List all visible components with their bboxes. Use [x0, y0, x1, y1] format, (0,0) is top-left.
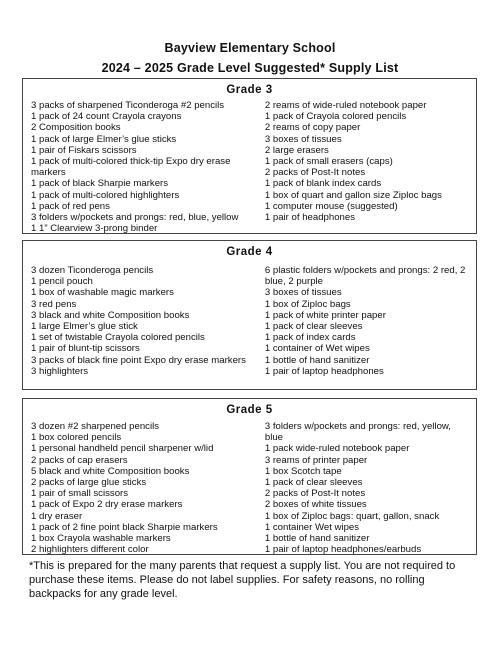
list-item: 1 dry eraser	[31, 510, 83, 522]
list-item: 1 pack of large Elmer’s glue sticks	[31, 133, 177, 145]
list-item: 1 box of Ziploc bags: quart, gallon, snack	[264, 510, 440, 522]
list-item: 1 pack of 24 count Crayola crayons	[31, 111, 182, 123]
grade-5-heading: Grade 5	[226, 404, 273, 416]
list-item: 1 pack of black Sharpie markers	[31, 178, 169, 190]
list-item: 1 box Crayola washable markers	[31, 533, 171, 545]
list-item: 3 packs of black fine point Expo dry erase markers	[31, 354, 246, 366]
list-item: 2 packs of cap erasers	[31, 454, 128, 466]
list-item: 1 personal handheld pencil sharpener w/lid	[31, 443, 214, 455]
list-item: 2 packs of Post-It notes	[264, 488, 366, 500]
list-item: 1 pack of multi-colored thick-tip Expo dry erase markers	[31, 156, 231, 179]
list-item: 3 dozen Ticonderoga pencils	[31, 265, 154, 276]
list-item: 1 box of Ziploc bags	[264, 298, 351, 310]
list-item: 1 pair of headphones	[264, 212, 356, 224]
grade-4-heading: Grade 4	[226, 246, 273, 258]
list-item: 1 pencil pouch	[31, 276, 93, 288]
footnote: *This is prepared for the many parents that request a supply list. You are not required to purchase these items. Please do not label supplies. For safety reasons, no rolling backpacks for any grade level.	[29, 560, 456, 600]
list-item: 1 pack of white printer paper	[264, 309, 386, 321]
list-item: 1 bottle of hand sanitizer	[264, 354, 370, 366]
list-item: 1 pack of clear sleeves	[264, 321, 363, 333]
list-item: 1 pair of small scissors	[31, 488, 129, 500]
grade-5-section	[22, 398, 477, 555]
list-item: 1 pack of multi-colored highlighters	[31, 189, 180, 201]
list-item: 2 packs of large glue sticks	[31, 477, 147, 489]
list-item: 5 black and white Composition books	[31, 465, 190, 477]
list-item: 1 1” Clearview 3-prong binder	[31, 223, 158, 235]
list-item: 2 packs of Post-It notes	[264, 167, 366, 179]
list-item: 1 pack of Expo 2 dry erase markers	[31, 499, 183, 511]
grade-5-right-list	[265, 421, 468, 555]
list-item: 3 dozen #2 sharpened pencils	[31, 421, 160, 432]
list-item: 1 pack of 2 fine point black Sharpie markers	[31, 521, 218, 533]
list-item: 2 reams of wide-ruled notebook paper	[264, 100, 427, 111]
list-item: 3 highlighters	[31, 365, 89, 377]
grade-4-section	[22, 240, 477, 390]
list-item: 1 pair of laptop headphones/earbuds	[264, 544, 422, 556]
list-item: 1 pack of small erasers (caps)	[264, 156, 393, 168]
list-item: 1 pack of index cards	[264, 332, 356, 344]
list-item: 2 large erasers	[264, 144, 329, 156]
list-item: 1 pack of blank index cards	[264, 178, 382, 190]
list-title: 2024 – 2025 Grade Level Suggested* Supply List	[101, 61, 399, 75]
list-item: 1 container of Wet wipes	[264, 343, 370, 355]
list-item: 1 pack of clear sleeves	[264, 477, 363, 489]
list-item: 1 pair of Fiskars scissors	[31, 144, 137, 156]
list-item: 1 computer mouse (suggested)	[264, 200, 398, 212]
list-item: 2 highlighters different color	[31, 544, 149, 556]
grade-5-left-list	[31, 421, 265, 555]
grade-4-right-list	[265, 265, 468, 377]
list-item: 3 boxes of tissues	[264, 287, 342, 299]
list-item: 3 red pens	[31, 298, 77, 310]
list-item: 1 pack of red pens	[31, 200, 110, 212]
list-item: 1 container Wet wipes	[264, 521, 360, 533]
grade-3-left-list	[31, 100, 265, 234]
grade-4-left-list	[31, 265, 265, 377]
school-name: Bayview Elementary School	[164, 41, 336, 55]
list-item: 1 pack wide-ruled notebook paper	[264, 443, 410, 455]
list-item: 2 Composition books	[31, 122, 121, 134]
list-item: 1 box of quart and gallon size Ziploc bags	[264, 189, 442, 201]
list-item: 3 folders w/pockets and prongs: red, yellow, blue	[264, 421, 451, 444]
grade-3-section	[22, 78, 477, 234]
grade-3-heading: Grade 3	[226, 84, 273, 96]
grade-3-right-list	[265, 100, 468, 234]
list-item: 1 box colored pencils	[31, 432, 122, 444]
list-item: 3 packs of sharpened Ticonderoga #2 pencils	[31, 100, 225, 111]
list-item: 1 box Scotch tape	[264, 465, 342, 477]
list-item: 3 folders w/pockets and prongs: red, blue, yellow	[31, 212, 239, 224]
list-item: 3 boxes of tissues	[264, 133, 342, 145]
list-item: 1 box of washable magic markers	[31, 287, 174, 299]
list-item: 1 pair of blunt-tip scissors	[31, 343, 140, 355]
list-item: 1 bottle of hand sanitizer	[264, 533, 370, 545]
list-item: 1 large Elmer’s glue stick	[31, 321, 138, 333]
list-item: 1 set of twistable Crayola colored pencils	[31, 332, 205, 344]
list-item: 6 plastic folders w/pockets and prongs: 2 red, 2 blue, 2 purple	[264, 265, 466, 288]
list-item: 1 pair of laptop headphones	[264, 365, 384, 377]
list-item: 2 reams of copy paper	[264, 122, 361, 134]
list-item: 1 pack of Crayola colored pencils	[264, 111, 407, 123]
list-item: 3 reams of printer paper	[264, 454, 368, 466]
list-item: 2 boxes of white tissues	[264, 499, 367, 511]
list-item: 3 black and white Composition books	[31, 309, 190, 321]
